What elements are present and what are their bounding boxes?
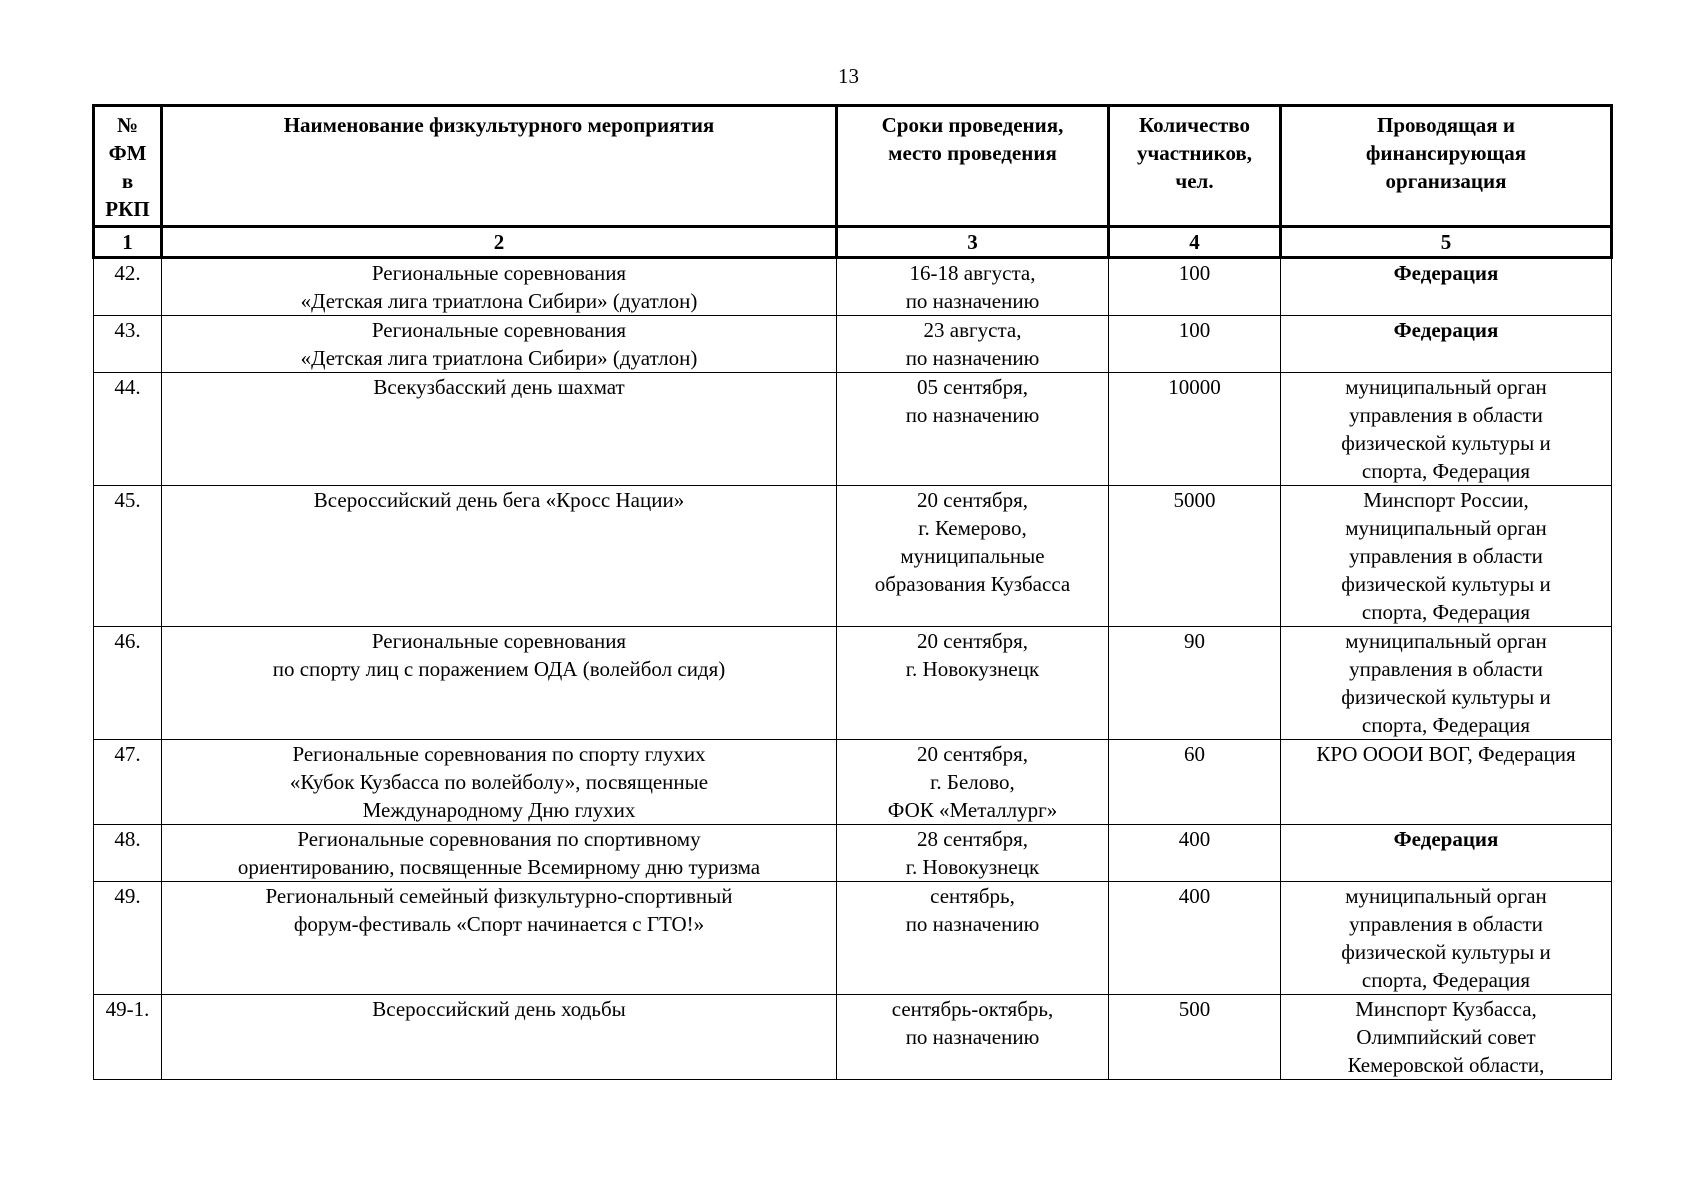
event-organization: Федерация (1281, 825, 1612, 882)
header-dates-place: Сроки проведения, место проведения (837, 106, 1109, 227)
row-number: 44. (94, 373, 162, 486)
event-name: Региональные соревнования по спорту глухих «Кубок Кузбасса по волейболу», посвященные Международному Дню глухих (162, 740, 837, 825)
event-participants: 500 (1109, 995, 1281, 1080)
event-participants: 100 (1109, 316, 1281, 373)
row-number: 48. (94, 825, 162, 882)
table-row (94, 882, 1612, 995)
row-number: 47. (94, 740, 162, 825)
row-number: 49-1. (94, 995, 162, 1080)
event-organization: Федерация (1281, 258, 1612, 316)
event-participants: 400 (1109, 882, 1281, 995)
event-dates: 20 сентября, г. Белово, ФОК «Металлург» (837, 740, 1109, 825)
event-dates: 05 сентября, по назначению (837, 373, 1109, 486)
event-organization: КРО ОООИ ВОГ, Федерация (1281, 740, 1612, 825)
table-row (94, 825, 1612, 882)
event-name: Региональные соревнования «Детская лига триатлона Сибири» (дуатлон) (162, 316, 837, 373)
event-participants: 400 (1109, 825, 1281, 882)
event-participants: 100 (1109, 258, 1281, 316)
event-organization: Федерация (1281, 316, 1612, 373)
table-row (94, 995, 1612, 1080)
column-number: 4 (1109, 227, 1281, 258)
table-row (94, 486, 1612, 627)
events-table (92, 104, 1613, 1080)
event-name: Всекузбасский день шахмат (162, 373, 837, 486)
table-row (94, 627, 1612, 740)
column-number: 3 (837, 227, 1109, 258)
event-organization: муниципальный орган управления в области физической культуры и спорта, Федерация (1281, 882, 1612, 995)
column-number: 1 (94, 227, 162, 258)
row-number: 45. (94, 486, 162, 627)
event-name: Региональные соревнования по спорту лиц с поражением ОДА (волейбол сидя) (162, 627, 837, 740)
header-participants: Количество участников, чел. (1109, 106, 1281, 227)
page-number: 13 (838, 64, 859, 88)
event-name: Региональные соревнования по спортивному ориентированию, посвященные Всемирному дню туризма (162, 825, 837, 882)
table-row (94, 373, 1612, 486)
event-dates: 16-18 августа, по назначению (837, 258, 1109, 316)
row-number: 43. (94, 316, 162, 373)
event-participants: 60 (1109, 740, 1281, 825)
row-number: 42. (94, 258, 162, 316)
table-row (94, 740, 1612, 825)
event-dates: 28 сентября, г. Новокузнецк (837, 825, 1109, 882)
event-dates: 23 августа, по назначению (837, 316, 1109, 373)
table-row (94, 258, 1612, 316)
event-name: Всероссийский день ходьбы (162, 995, 837, 1080)
header-row (94, 106, 1612, 227)
column-number: 2 (162, 227, 837, 258)
event-dates: 20 сентября, г. Кемерово, муниципальные образования Кузбасса (837, 486, 1109, 627)
column-number: 5 (1281, 227, 1612, 258)
header-number: № ФМ в РКП (94, 106, 162, 227)
event-organization: муниципальный орган управления в области физической культуры и спорта, Федерация (1281, 627, 1612, 740)
event-name: Региональные соревнования «Детская лига триатлона Сибири» (дуатлон) (162, 258, 837, 316)
event-organization: муниципальный орган управления в области физической культуры и спорта, Федерация (1281, 373, 1612, 486)
table-row (94, 316, 1612, 373)
header-event-name: Наименование физкультурного мероприятия (162, 106, 837, 227)
event-dates: 20 сентября, г. Новокузнецк (837, 627, 1109, 740)
event-participants: 90 (1109, 627, 1281, 740)
row-number: 49. (94, 882, 162, 995)
event-name: Всероссийский день бега «Кросс Нации» (162, 486, 837, 627)
event-dates: сентябрь, по назначению (837, 882, 1109, 995)
event-participants: 5000 (1109, 486, 1281, 627)
event-organization: Минспорт России, муниципальный орган управления в области физической культуры и спорта, Федерация (1281, 486, 1612, 627)
column-number-row (94, 227, 1612, 258)
event-organization: Минспорт Кузбасса, Олимпийский совет Кемеровской области, (1281, 995, 1612, 1080)
event-participants: 10000 (1109, 373, 1281, 486)
row-number: 46. (94, 627, 162, 740)
header-organization: Проводящая и финансирующая организация (1281, 106, 1612, 227)
event-dates: сентябрь-октябрь, по назначению (837, 995, 1109, 1080)
event-name: Региональный семейный физкультурно-спортивный форум-фестиваль «Спорт начинается с ГТО!» (162, 882, 837, 995)
